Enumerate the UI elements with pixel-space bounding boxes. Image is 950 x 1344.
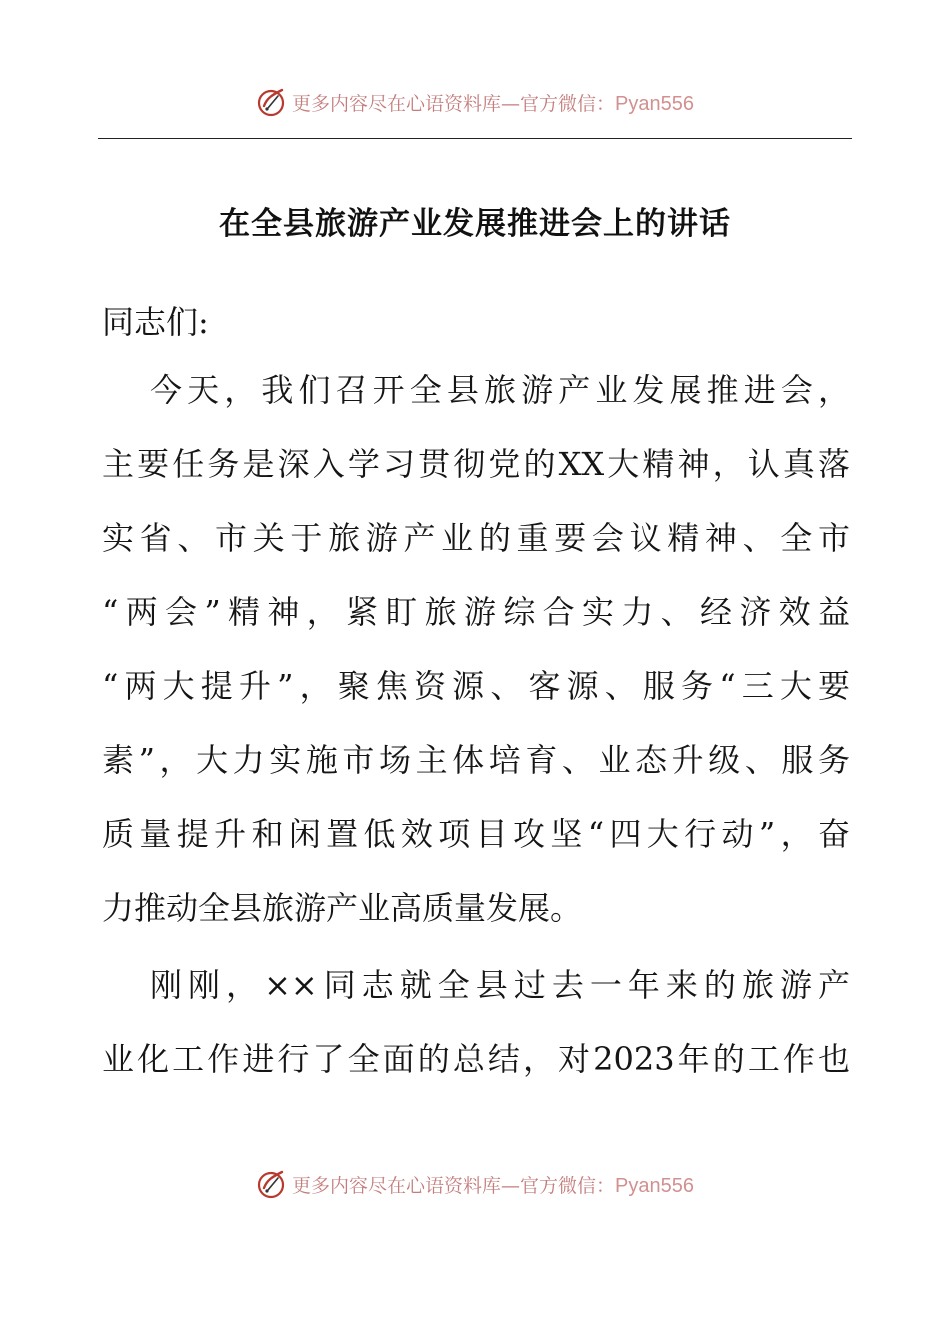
paragraph-line: 刚刚，××同志就全县过去一年来的旅游产 xyxy=(150,966,850,1004)
paragraph-2 xyxy=(102,948,850,1096)
paragraph-line: 素”，大力实施市场主体培育、业态升级、服务 xyxy=(102,741,850,779)
salutation-line: 同志们: xyxy=(102,303,209,341)
banner-text xyxy=(292,89,694,116)
header-banner xyxy=(0,82,950,122)
salutation xyxy=(102,285,850,359)
paragraph-line: 质量提升和闲置低效项目攻坚“四大行动”，奋 xyxy=(102,815,850,853)
banner-label: 更多内容尽在心语资料库—官方微信： xyxy=(292,92,616,115)
paragraph-1 xyxy=(102,353,850,945)
wechat-id: Pyan556 xyxy=(615,92,694,115)
header-divider xyxy=(98,138,852,139)
banner-text xyxy=(292,1171,694,1198)
paragraph-line: “两会”精神，紧盯旅游综合实力、经济效益 xyxy=(102,593,850,631)
paragraph-line: 业化工作进行了全面的总结，对2023年的工作也 xyxy=(102,1040,850,1078)
paragraph-line: 主要任务是深入学习贯彻党的XX大精神，认真落 xyxy=(102,445,850,483)
footer-banner xyxy=(0,1164,950,1204)
paragraph-line: 力推动全县旅游产业高质量发展。 xyxy=(102,889,583,927)
paragraph-line: 今天，我们召开全县旅游产业发展推进会， xyxy=(150,371,850,409)
banner-label: 更多内容尽在心语资料库—官方微信： xyxy=(292,1174,616,1197)
pen-circle-logo-icon xyxy=(256,86,288,118)
paragraph-line: “两大提升”，聚焦资源、客源、服务“三大要 xyxy=(102,667,850,705)
document-title: 在全县旅游产业发展推进会上的讲话 xyxy=(219,206,731,242)
paragraph-line: 实省、市关于旅游产业的重要会议精神、全市 xyxy=(102,519,850,557)
wechat-id: Pyan556 xyxy=(615,1174,694,1197)
pen-circle-logo-icon xyxy=(256,1168,288,1200)
